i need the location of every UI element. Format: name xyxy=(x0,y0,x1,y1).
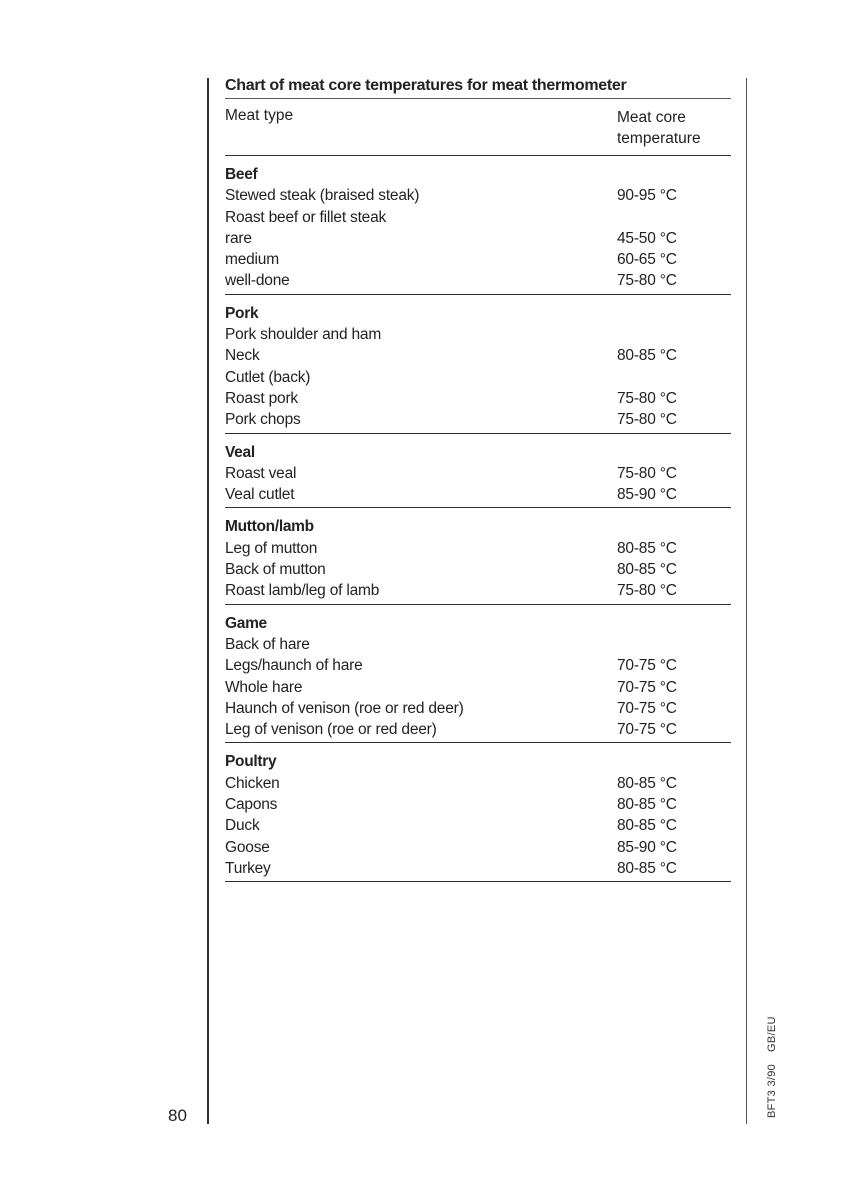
meat-name: Pork chops xyxy=(225,411,301,429)
table-row xyxy=(225,719,731,740)
core-temperature: 75-80 °C xyxy=(617,389,677,407)
core-temperature: 80-85 °C xyxy=(617,561,677,579)
table-row xyxy=(225,324,731,345)
meat-name: Leg of venison (roe or red deer) xyxy=(225,721,437,739)
header-meat-type: Meat type xyxy=(225,107,294,124)
section-veal xyxy=(225,434,731,508)
meat-name: Cutlet (back) xyxy=(225,368,311,386)
table-row xyxy=(225,773,731,794)
table-header xyxy=(225,99,731,155)
core-temperature: 80-85 °C xyxy=(617,774,677,792)
sections-container xyxy=(225,156,731,882)
meat-name: Stewed steak (braised steak) xyxy=(225,187,420,205)
chart-title: Chart of meat core temperatures for meat thermometer xyxy=(225,77,627,94)
section-beef xyxy=(225,156,731,294)
core-temperature: 80-85 °C xyxy=(617,817,677,835)
table-row xyxy=(225,484,731,505)
meat-name: Roast pork xyxy=(225,389,298,407)
section-title: Veal xyxy=(225,443,255,461)
table-row xyxy=(225,228,731,249)
meat-name: Back of hare xyxy=(225,635,310,653)
meat-name: Haunch of venison (roe or red deer) xyxy=(225,699,464,717)
table-row xyxy=(225,538,731,559)
table-row xyxy=(225,270,731,291)
table-row xyxy=(225,634,731,655)
meat-name: Back of mutton xyxy=(225,561,326,579)
table-row xyxy=(225,559,731,580)
section-poultry xyxy=(225,743,731,881)
section-game xyxy=(225,605,731,743)
core-temperature xyxy=(617,634,731,655)
page-number: 80 xyxy=(168,1106,187,1125)
table-row xyxy=(225,837,731,858)
section-title: Game xyxy=(225,614,267,632)
table-row xyxy=(225,858,731,879)
table-row xyxy=(225,794,731,815)
meat-name: well-done xyxy=(225,272,290,290)
section-title: Poultry xyxy=(225,753,277,771)
core-temperature: 75-80 °C xyxy=(617,582,677,600)
table-row xyxy=(225,698,731,719)
meat-name: Neck xyxy=(225,347,260,365)
core-temperature xyxy=(617,324,731,345)
core-temperature: 70-75 °C xyxy=(617,657,677,675)
core-temperature: 80-85 °C xyxy=(617,859,677,877)
core-temperature: 45-50 °C xyxy=(617,229,677,247)
meat-name: medium xyxy=(225,251,279,269)
meat-name: Whole hare xyxy=(225,678,303,696)
meat-name: Roast veal xyxy=(225,464,297,482)
meat-name: Capons xyxy=(225,796,278,814)
table-row xyxy=(225,677,731,698)
meat-name: Pork shoulder and ham xyxy=(225,326,382,344)
meat-name: Goose xyxy=(225,838,270,856)
core-temperature xyxy=(617,207,731,228)
section-mutton-lamb xyxy=(225,508,731,603)
core-temperature: 80-85 °C xyxy=(617,539,677,557)
table-row xyxy=(225,388,731,409)
section-title: Pork xyxy=(225,304,259,322)
section-title: Beef xyxy=(225,166,258,183)
core-temperature: 90-95 °C xyxy=(617,187,677,205)
left-margin-rule xyxy=(207,78,209,1124)
core-temperature: 70-75 °C xyxy=(617,678,677,696)
meat-name: Roast lamb/leg of lamb xyxy=(225,582,380,600)
meat-name: Veal cutlet xyxy=(225,486,295,504)
right-margin-rule xyxy=(746,78,747,1124)
section-pork xyxy=(225,295,731,433)
table-row xyxy=(225,207,731,228)
table-row xyxy=(225,580,731,601)
core-temperature: 80-85 °C xyxy=(617,347,677,365)
header-temperature-line1: Meat core xyxy=(617,109,686,126)
table-row xyxy=(225,249,731,270)
table-row xyxy=(225,345,731,366)
document-code xyxy=(766,1016,778,1118)
section-rule xyxy=(225,881,731,882)
core-temperature: 75-80 °C xyxy=(617,464,677,482)
table-row xyxy=(225,185,731,206)
core-temperature: 85-90 °C xyxy=(617,486,677,504)
meat-name: Turkey xyxy=(225,859,271,877)
core-temperature: 80-85 °C xyxy=(617,796,677,814)
table-row xyxy=(225,367,731,388)
meat-name: Leg of mutton xyxy=(225,539,318,557)
table-row xyxy=(225,409,731,430)
meat-name: Roast beef or fillet steak xyxy=(225,208,387,226)
document-code-region: GB/EU xyxy=(766,1016,778,1052)
header-temperature xyxy=(617,107,727,149)
table-row xyxy=(225,463,731,484)
meat-name: Duck xyxy=(225,817,260,835)
document-code-number: BFT3 3/90 xyxy=(766,1063,778,1118)
section-title: Mutton/lamb xyxy=(225,518,314,536)
core-temperature: 60-65 °C xyxy=(617,251,677,269)
temperature-chart xyxy=(225,74,731,882)
core-temperature xyxy=(617,367,731,388)
header-temperature-line2: temperature xyxy=(617,130,701,147)
core-temperature: 70-75 °C xyxy=(617,721,677,739)
meat-name: rare xyxy=(225,229,252,247)
table-row xyxy=(225,815,731,836)
core-temperature: 75-80 °C xyxy=(617,272,677,290)
meat-name: Chicken xyxy=(225,774,280,792)
core-temperature: 85-90 °C xyxy=(617,838,677,856)
table-row xyxy=(225,655,731,676)
core-temperature: 75-80 °C xyxy=(617,411,677,429)
meat-name: Legs/haunch of hare xyxy=(225,657,363,675)
core-temperature: 70-75 °C xyxy=(617,699,677,717)
